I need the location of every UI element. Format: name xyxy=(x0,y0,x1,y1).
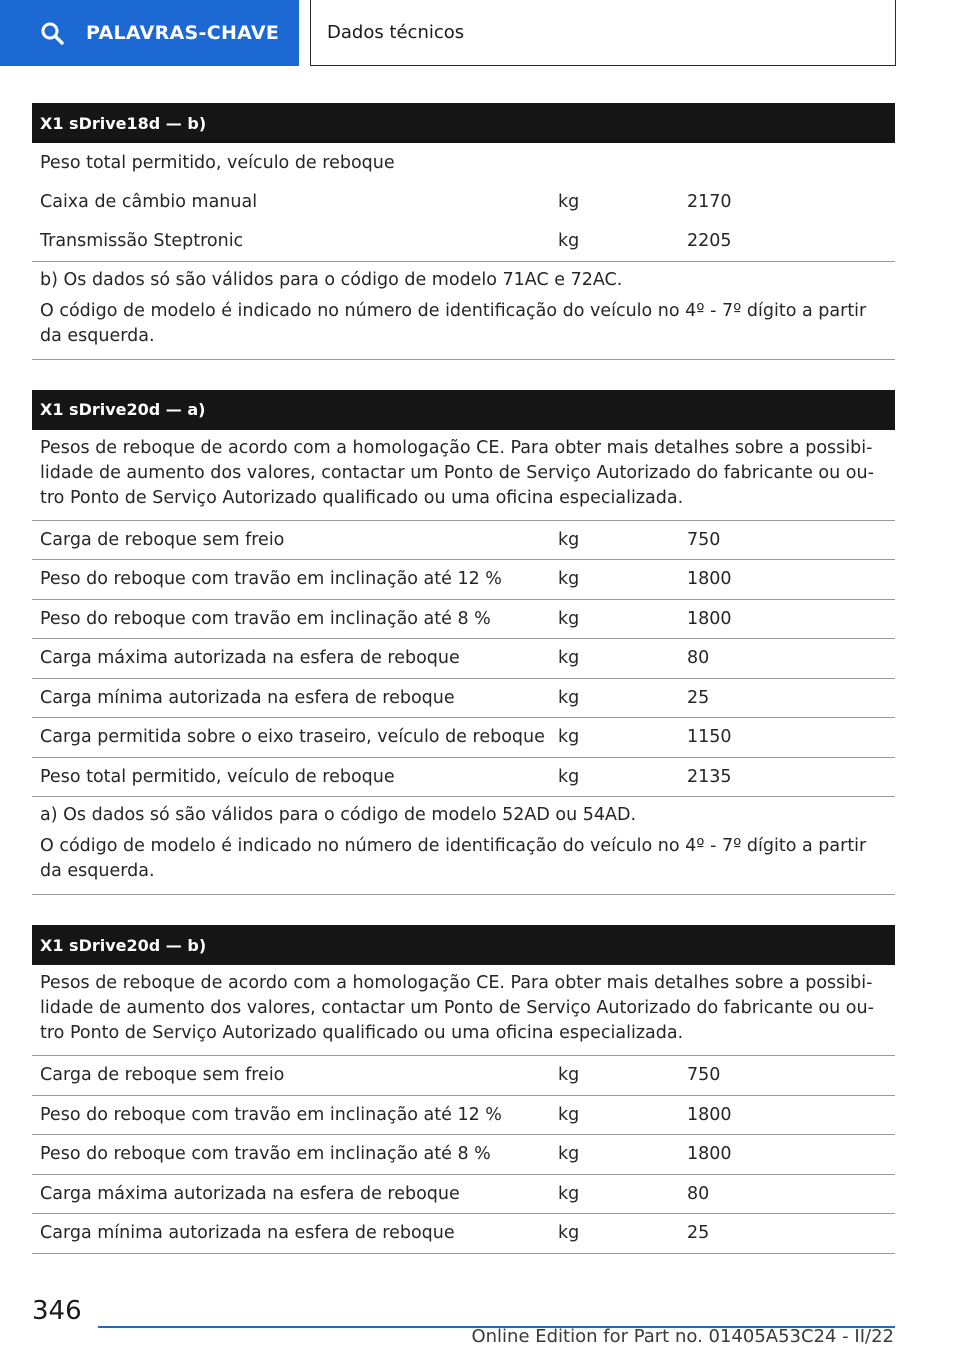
page-number: 346 xyxy=(32,1296,82,1326)
footnote: b) Os dados só são válidos para o código de modelo 71AC e 72AC. xyxy=(40,269,623,290)
row-value: 1800 xyxy=(687,1104,732,1125)
footnote: O código de modelo é indicado no número de identificação do veículo no 4º - 7º dígito a partir da esquerda. xyxy=(40,300,867,346)
section-notes xyxy=(32,262,895,360)
table-row xyxy=(32,1056,895,1096)
footnote: O código de modelo é indicado no número de identificação do veículo no 4º - 7º dígito a partir da esquerda. xyxy=(40,836,867,881)
row-unit: kg xyxy=(558,1144,580,1165)
chapter-title: Dados técnicos xyxy=(327,22,465,43)
row-value: 1150 xyxy=(687,727,732,748)
row-unit: kg xyxy=(558,192,580,213)
table-row xyxy=(32,1214,895,1254)
table-row xyxy=(32,1096,895,1136)
row-label: Peso do reboque com travão em inclinação até 12 % xyxy=(40,1104,502,1125)
row-value: 2135 xyxy=(687,766,732,787)
row-value: 1800 xyxy=(687,1144,732,1165)
table-row xyxy=(32,183,895,223)
row-value: 750 xyxy=(687,529,721,550)
top-bar xyxy=(0,0,960,66)
row-label: Peso total permitido, veículo de reboque xyxy=(40,766,395,787)
row-unit: kg xyxy=(558,569,580,590)
row-value: 750 xyxy=(687,1065,721,1086)
row-value: 2170 xyxy=(687,192,732,213)
table-row xyxy=(32,560,895,600)
row-label: Peso total permitido, veículo de reboque xyxy=(40,152,395,173)
table-row xyxy=(32,1135,895,1175)
chapter-title-box xyxy=(310,0,896,66)
row-label: Carga de reboque sem freio xyxy=(40,1065,285,1086)
table-row xyxy=(32,679,895,719)
keywords-button[interactable] xyxy=(0,0,299,66)
row-unit: kg xyxy=(558,648,580,669)
section-heading: X1 sDrive18d — b) xyxy=(32,103,895,143)
row-value: 2205 xyxy=(687,231,732,252)
footnote: a) Os dados só são válidos para o código de modelo 52AD ou 54AD. xyxy=(40,805,637,825)
section-intro: Pesos de reboque de acordo com a homologação CE. Para obter mais detalhes sobre a possibi-lidade de aumento dos valores, contactar um Ponto de Serviço Autorizado do fabricante ou ou-tro Ponto de Serviço Autorizado qualificado ou uma oficina especializada. xyxy=(32,430,895,521)
row-unit: kg xyxy=(558,687,580,708)
row-label: Carga permitida sobre o eixo traseiro, veículo de reboque xyxy=(40,727,545,748)
spec-section xyxy=(32,390,895,896)
keywords-button-label: PALAVRAS-CHAVE xyxy=(86,22,280,44)
row-unit: kg xyxy=(558,1104,580,1125)
row-unit: kg xyxy=(558,231,580,252)
table-row xyxy=(32,718,895,758)
row-value: 25 xyxy=(687,1223,710,1244)
row-unit: kg xyxy=(558,1183,580,1204)
table-row xyxy=(32,521,895,561)
section-notes xyxy=(32,797,895,895)
row-value: 25 xyxy=(687,687,710,708)
row-unit: kg xyxy=(558,766,580,787)
section-intro: Pesos de reboque de acordo com a homologação CE. Para obter mais detalhes sobre a possibi-lidade de aumento dos valores, contactar um Ponto de Serviço Autorizado do fabricante ou ou-tro Ponto de Serviço Autorizado qualificado ou uma oficina especializada. xyxy=(32,965,895,1056)
row-value: 1800 xyxy=(687,569,732,590)
table-row xyxy=(32,600,895,640)
row-label: Carga máxima autorizada na esfera de reboque xyxy=(40,648,460,669)
table-row xyxy=(32,639,895,679)
row-label: Peso do reboque com travão em inclinação até 12 % xyxy=(40,569,502,590)
row-label: Carga mínima autorizada na esfera de reboque xyxy=(40,1223,455,1244)
search-icon xyxy=(40,21,64,45)
row-unit: kg xyxy=(558,529,580,550)
row-value: 1800 xyxy=(687,608,732,629)
document-content xyxy=(32,103,895,1284)
row-unit: kg xyxy=(558,1223,580,1244)
spec-section xyxy=(32,925,895,1254)
row-label: Transmissão Steptronic xyxy=(40,231,244,252)
row-unit: kg xyxy=(558,1065,580,1086)
row-label: Peso do reboque com travão em inclinação até 8 % xyxy=(40,1144,491,1165)
table-row xyxy=(32,143,895,183)
row-label: Carga de reboque sem freio xyxy=(40,529,285,550)
section-heading: X1 sDrive20d — a) xyxy=(32,390,895,430)
row-value: 80 xyxy=(687,1183,710,1204)
spec-section xyxy=(32,103,895,360)
row-label: Carga máxima autorizada na esfera de reboque xyxy=(40,1183,460,1204)
row-label: Carga mínima autorizada na esfera de reboque xyxy=(40,687,455,708)
row-label: Peso do reboque com travão em inclinação até 8 % xyxy=(40,608,491,629)
section-heading: X1 sDrive20d — b) xyxy=(32,925,895,965)
table-row xyxy=(32,222,895,262)
row-unit: kg xyxy=(558,608,580,629)
row-label: Caixa de câmbio manual xyxy=(40,192,258,213)
table-row xyxy=(32,758,895,798)
edition-footer: Online Edition for Part no. 01405A53C24 - II/22 xyxy=(471,1326,894,1347)
row-value: 80 xyxy=(687,648,710,669)
table-row xyxy=(32,1175,895,1215)
row-unit: kg xyxy=(558,727,580,748)
